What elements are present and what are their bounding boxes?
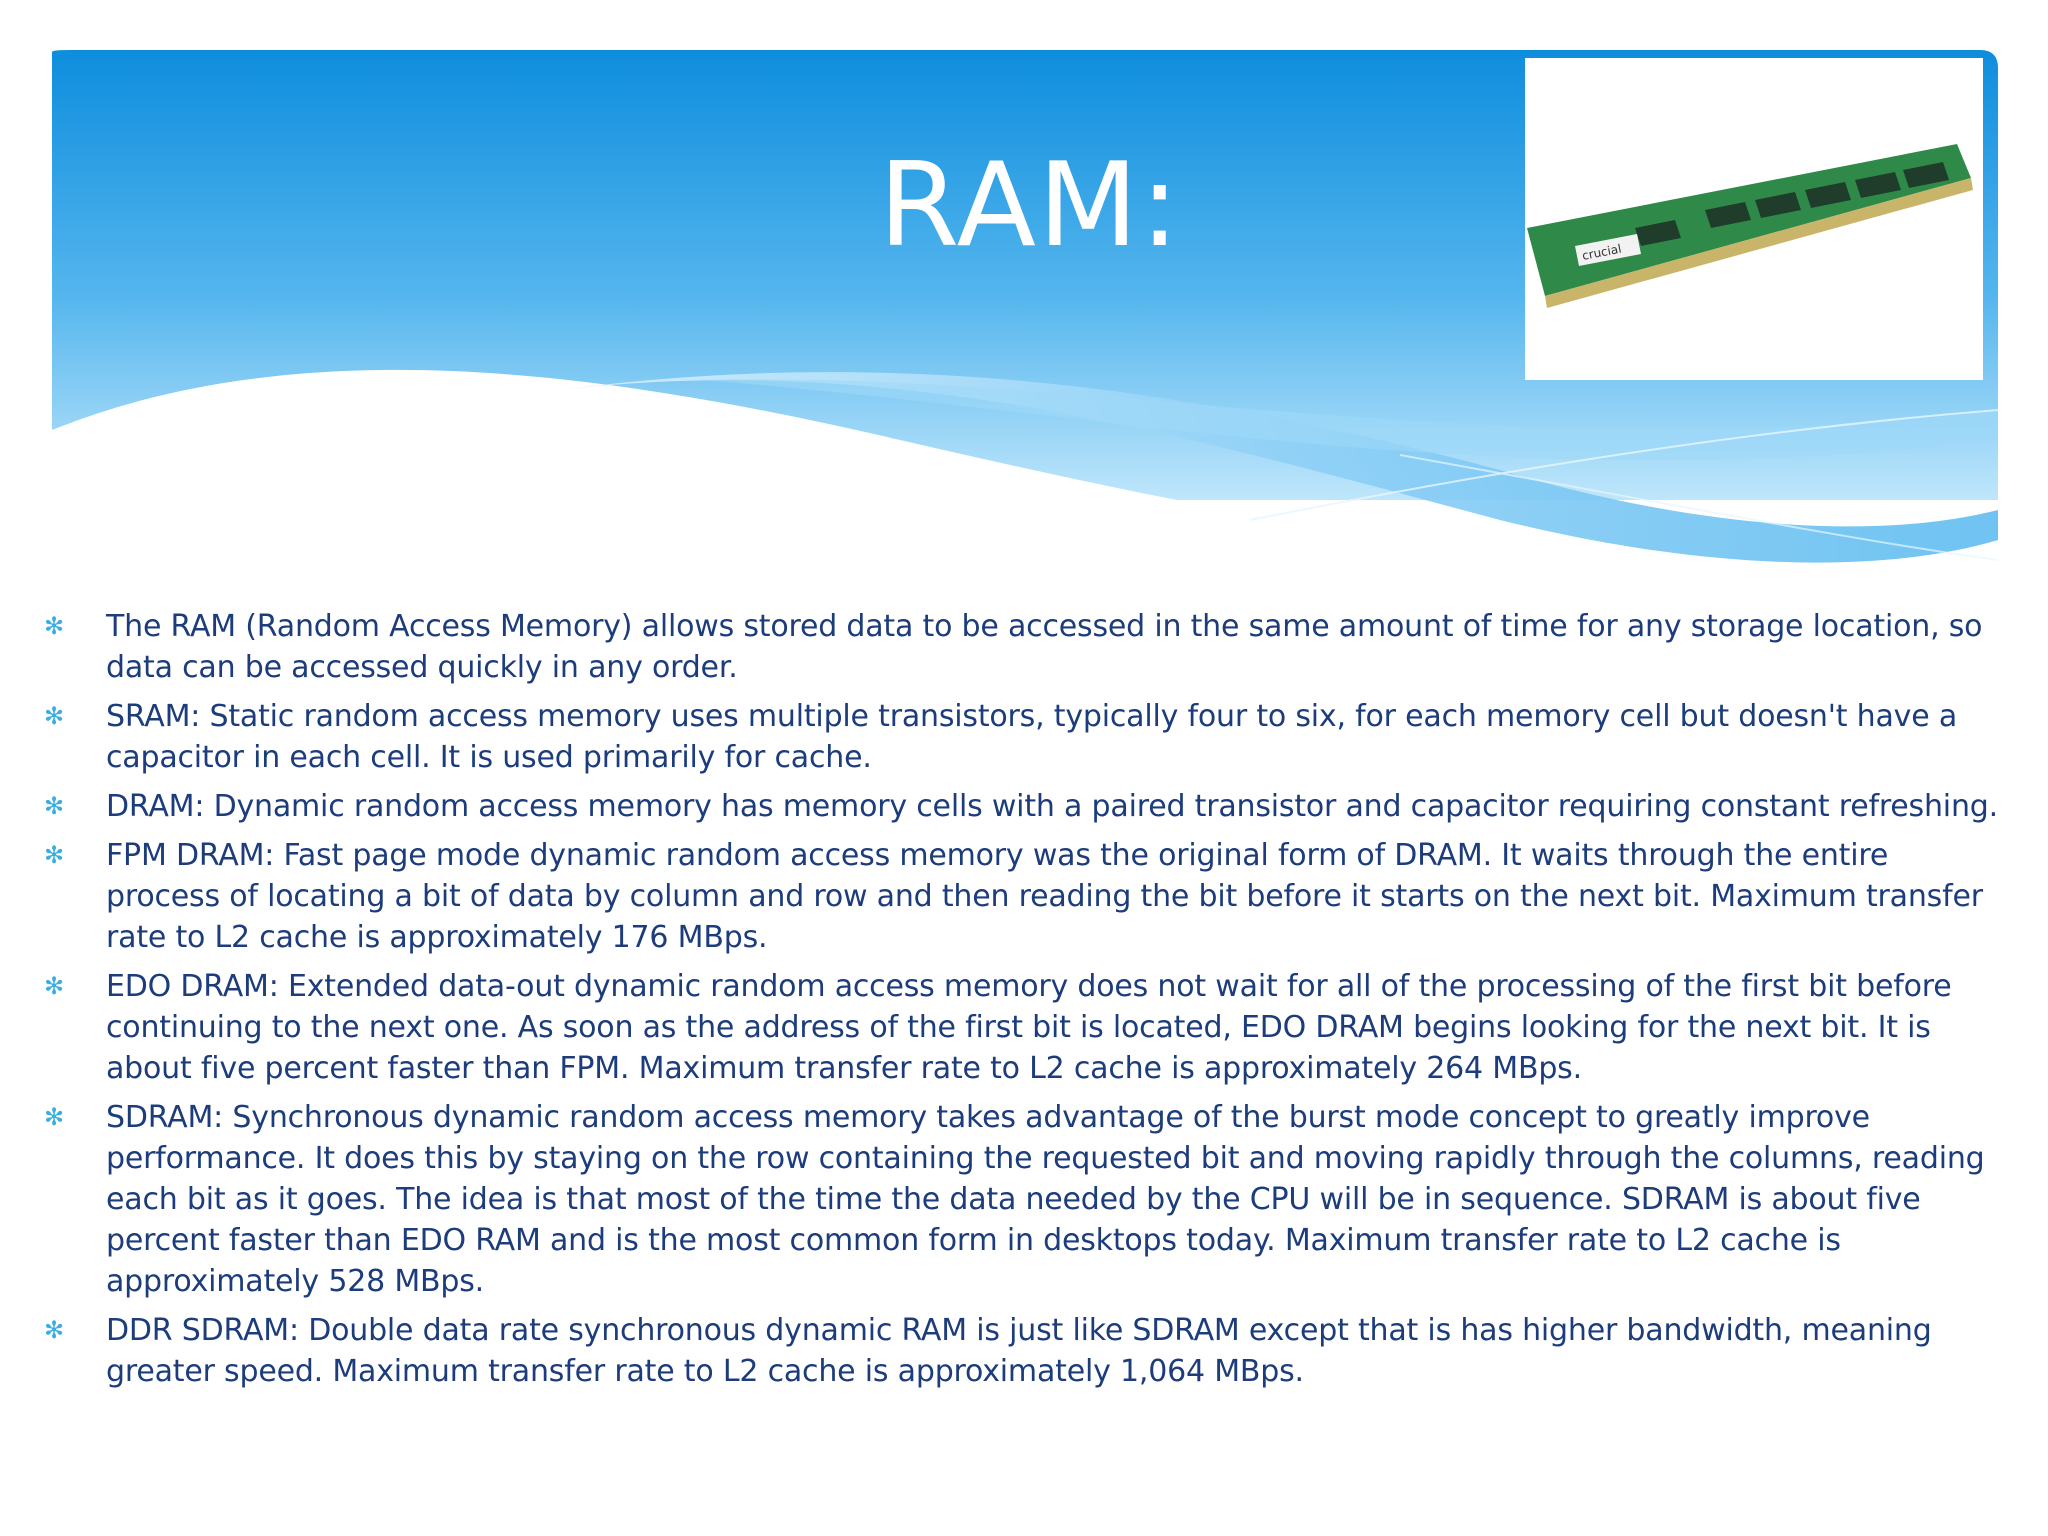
bullet-text: DRAM: Dynamic random access memory has memory cells with a paired transistor and capacitor requiring constant refreshing. [106, 789, 1998, 824]
bullet-text: FPM DRAM: Fast page mode dynamic random access memory was the original form of DRAM. It waits through the entire process of locating a bit of data by column and row and then reading the bit before it starts on the next bit. Maximum transfer rate to L2 cache is approximately 176 MBps. [106, 838, 1983, 955]
slide-title: RAM: [878, 138, 1182, 273]
bullet-asterisk-icon: ✻ [44, 1103, 64, 1131]
bullet-asterisk-icon: ✻ [44, 792, 64, 820]
bullet-text: SDRAM: Synchronous dynamic random access memory takes advantage of the burst mode concept to greatly improve performance. It does this by staying on the row containing the requested bit and moving rapidly through the columns, reading each bit as it goes. The idea is that most of the time the data needed by the CPU will be in sequence. SDRAM is about five percent faster than EDO RAM and is the most common form in desktops today. Maximum transfer rate to L2 cache is approximately 528 MBps. [106, 1100, 1985, 1299]
bullet-item [44, 606, 2006, 688]
ram-module-image [1525, 58, 1983, 380]
bullet-item [44, 696, 2006, 778]
bullet-asterisk-icon: ✻ [44, 702, 64, 730]
bullet-asterisk-icon: ✻ [44, 1316, 64, 1344]
bullet-asterisk-icon: ✻ [44, 841, 64, 869]
bullet-text: EDO DRAM: Extended data-out dynamic random access memory does not wait for all of the processing of the first bit before continuing to the next one. As soon as the address of the first bit is located, EDO DRAM begins looking for the next bit. It is about five percent faster than FPM. Maximum transfer rate to L2 cache is approximately 264 MBps. [106, 969, 1952, 1086]
bullet-item [44, 1097, 2006, 1302]
bullet-text: The RAM (Random Access Memory) allows stored data to be accessed in the same amount of time for any storage location, so data can be accessed quickly in any order. [106, 609, 1983, 685]
bullet-asterisk-icon: ✻ [44, 612, 64, 640]
bullet-item [44, 966, 2006, 1089]
bullet-item [44, 786, 2006, 827]
bullet-list [44, 606, 2006, 1400]
bullet-text: DDR SDRAM: Double data rate synchronous dynamic RAM is just like SDRAM except that is has higher bandwidth, meaning greater speed. Maximum transfer rate to L2 cache is approximately 1,064 MBps. [106, 1313, 1932, 1389]
bullet-item [44, 835, 2006, 958]
bullet-item [44, 1310, 2006, 1392]
module-brand-label: crucial [1580, 241, 1623, 263]
bullet-text: SRAM: Static random access memory uses multiple transistors, typically four to six, for each memory cell but doesn't have a capacitor in each cell. It is used primarily for cache. [106, 699, 1958, 775]
bullet-asterisk-icon: ✻ [44, 972, 64, 1000]
